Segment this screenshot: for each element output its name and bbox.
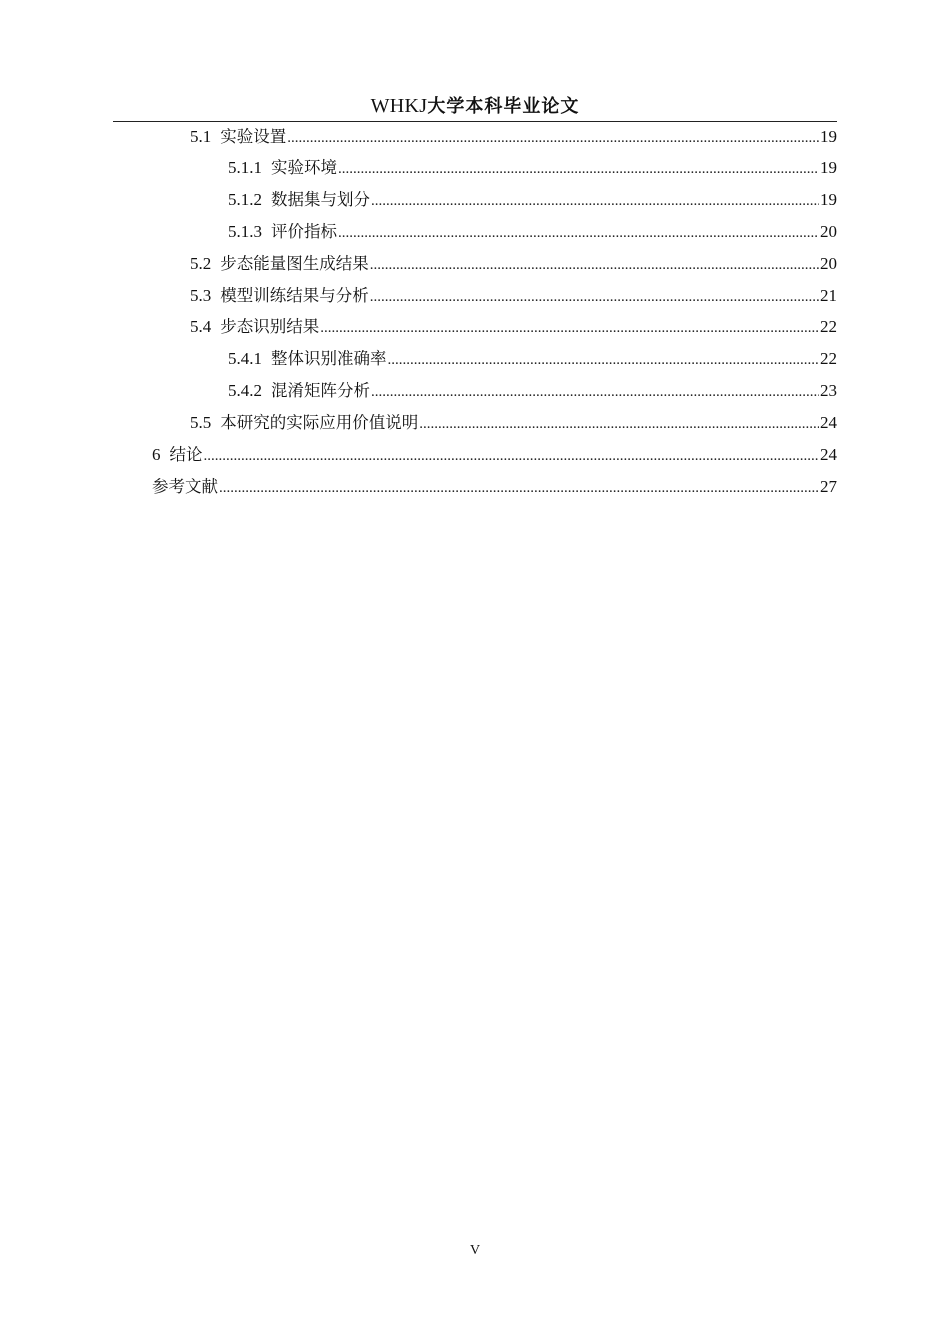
toc-dot-leader [338, 153, 819, 185]
toc-entry-title: 评价指标 [271, 222, 337, 241]
toc-entry-page: 27 [820, 477, 837, 496]
toc-entry-title: 模型训练结果与分析 [220, 286, 369, 305]
toc-entry-page: 20 [820, 254, 837, 273]
toc-entry-5-4-1[interactable] [228, 343, 837, 375]
toc-entry-number: 5.1 [190, 127, 212, 146]
toc-entry-title: 参考文献 [152, 477, 218, 496]
toc-entry-title: 步态识别结果 [220, 317, 320, 336]
toc-dot-leader [338, 217, 819, 249]
toc-dot-leader [370, 249, 819, 281]
toc-entry-page: 23 [820, 381, 837, 400]
toc-entry-references[interactable] [152, 471, 837, 503]
toc-entry-5-5[interactable] [190, 407, 837, 439]
page-footer [0, 1240, 950, 1262]
header-thesis-title: 大学本科毕业论文 [427, 96, 580, 117]
toc-entry-page: 20 [820, 222, 837, 241]
toc-entry-page: 22 [820, 317, 837, 336]
page-number: V [469, 1243, 481, 1258]
toc-entry-page: 21 [820, 286, 837, 305]
toc-entry-page: 19 [820, 158, 837, 177]
toc-entry-title: 混淆矩阵分析 [271, 381, 370, 400]
toc-entry-number: 5.4.1 [228, 349, 262, 368]
toc-entry-number: 5.1.2 [228, 190, 262, 209]
toc-entry-page: 22 [820, 349, 837, 368]
toc-entry-title: 整体识别准确率 [271, 349, 387, 368]
toc-dot-leader [371, 185, 819, 217]
toc-dot-leader [388, 344, 820, 376]
toc-entry-title: 步态能量图生成结果 [220, 254, 369, 273]
toc-dot-leader [320, 312, 819, 344]
toc-entry-5-4-2[interactable] [228, 375, 837, 407]
toc-entry-5-3[interactable] [190, 280, 837, 312]
toc-entry-5-1-3[interactable] [228, 216, 837, 248]
toc-entry-number: 5.5 [190, 413, 212, 432]
toc-entry-page: 19 [820, 190, 837, 209]
toc-entry-number: 5.1.3 [228, 222, 262, 241]
toc-entry-title: 实验设置 [220, 127, 287, 146]
toc-entry-number: 5.2 [190, 254, 212, 273]
toc-entry-page: 24 [820, 445, 837, 464]
header-university-code: WHKJ [370, 95, 428, 117]
toc-entry-title: 实验环境 [271, 158, 337, 177]
toc-entry-number: 5.3 [190, 286, 212, 305]
toc-entry-title: 本研究的实际应用价值说明 [220, 413, 419, 432]
toc-entry-page: 19 [820, 127, 837, 146]
toc-entry-5-2[interactable] [190, 248, 837, 280]
toc-dot-leader [371, 376, 819, 408]
toc-dot-leader [204, 440, 820, 472]
toc-dot-leader [419, 408, 819, 440]
toc-entry-5-1-1[interactable] [228, 152, 837, 184]
toc-entry-5-4[interactable] [190, 311, 837, 343]
toc-entry-6[interactable] [152, 439, 837, 471]
toc-dot-leader [370, 281, 819, 313]
toc-entry-page: 24 [820, 413, 837, 432]
toc-dot-leader [287, 122, 819, 154]
toc-entry-number: 6 [152, 445, 161, 464]
toc-entry-number: 5.4 [190, 317, 212, 336]
page-header [113, 92, 837, 122]
toc-entry-title: 数据集与划分 [271, 190, 370, 209]
toc-entry-5-1[interactable] [190, 121, 837, 153]
toc-entry-5-1-2[interactable] [228, 184, 837, 216]
toc-dot-leader [219, 472, 819, 504]
toc-entry-number: 5.1.1 [228, 158, 262, 177]
toc-entry-title: 结论 [169, 445, 203, 464]
toc-entry-number: 5.4.2 [228, 381, 262, 400]
